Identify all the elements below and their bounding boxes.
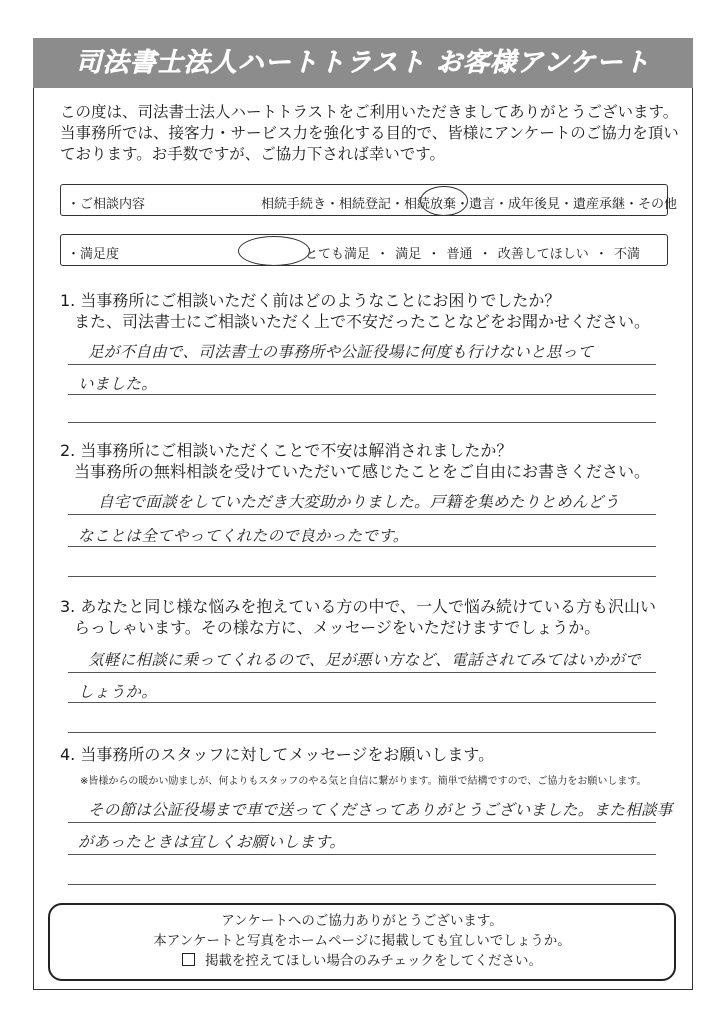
answer-line: [68, 854, 656, 855]
answer-line: [68, 732, 656, 733]
handwritten-answer: 気軽に相談に乗ってくれるので、足が悪い方など、電話されてみてはいかがで: [88, 651, 641, 669]
handwritten-answer: なことは全てやってくれたので良かったです。: [78, 527, 409, 545]
answer-line: [68, 546, 656, 547]
consult-options[interactable]: 相続手続き・相続登記・相続放棄・遺言・成年後見・遺産承継・その他: [261, 197, 678, 212]
answer-line: [68, 364, 656, 365]
consent-label: 掲載を控えてほしい場合のみチェックをしてください。: [204, 953, 543, 969]
answer-line: [68, 394, 656, 395]
checkbox-icon[interactable]: [182, 953, 195, 966]
question-line: 1. 当事務所にご相談いただく前はどのようなことにお困りでしたか？: [60, 291, 561, 310]
thanks-line: 本アンケートと写真をホームページに掲載しても宜しいでしょうか。: [153, 933, 571, 949]
handwritten-answer: しょうか。: [78, 683, 158, 701]
handwritten-answer: いました。: [78, 375, 158, 393]
selected-circle-mark: [420, 186, 468, 216]
answer-line: [68, 514, 656, 515]
question-line: 3. あなたと同じ様な悩みを抱えている方の中で、一人で悩み続けている方も沢山い: [60, 597, 657, 616]
question-line: また、司法書士にご相談いただく上で不安だったことなどをお聞かせください。: [74, 312, 651, 331]
intro-line: 当事務所では、接客力・サービス力を強化する目的で、皆様にアンケートのご協力を頂い: [60, 124, 679, 142]
question-line: 2. 当事務所にご相談いただくことで不安は解消されましたか？: [60, 441, 513, 460]
question-3: [60, 596, 680, 638]
survey-title: 司法書士法人ハートトラスト お客様アンケート: [33, 38, 693, 88]
answer-line: [68, 576, 656, 577]
thanks-line: アンケートへのご協力ありがとうございます。: [221, 913, 503, 929]
handwritten-answer: があったときは宜しくお願いします。: [78, 833, 346, 851]
answer-line: [68, 702, 656, 703]
thanks-box: [48, 903, 676, 981]
question-note: ※皆様からの暖かい励ましが、何よりもスタッフのやる気と自信に繋がります。簡単で結構ですので、ご協力をお願いします。: [80, 776, 647, 787]
answer-line: [68, 884, 656, 885]
answer-line: [68, 672, 656, 673]
selected-circle-mark: [238, 236, 310, 266]
question-line: 当事務所の無料相談を受けていただいて感じたことをご自由にお書きください。: [74, 462, 651, 481]
question-line: 4. 当事務所のスタッフに対してメッセージをお願いします。: [60, 745, 495, 764]
handwritten-answer: その節は公証役場まで車で送ってくださってありがとうございました。また相談事: [88, 801, 673, 819]
satisfaction-box: [60, 234, 668, 266]
consent-row: [50, 951, 674, 971]
answer-line: [68, 422, 656, 423]
question-2: [60, 440, 680, 482]
intro-line: ております。お手数ですが、ご協力下されば幸いです。: [60, 145, 446, 163]
satisfaction-options[interactable]: とても満足 ・ 満足 ・ 普通 ・ 改善してほしい ・ 不満: [305, 247, 641, 262]
question-1: [60, 290, 680, 332]
consult-content-box: [60, 184, 678, 216]
handwritten-answer: 足が不自由で、司法書士の事務所や公証役場に何度も行けないと思って: [88, 343, 594, 361]
satisfaction-label: ・満足度: [67, 247, 120, 262]
intro-text: [60, 102, 680, 165]
answer-line: [68, 822, 656, 823]
question-line: らっしゃいます。その様な方に、メッセージをいただけますでしょうか。: [74, 618, 601, 637]
handwritten-answer: 自宅で面談をしていただき大変助かりました。戸籍を集めたりとめんどう: [98, 493, 620, 511]
intro-line: この度は、司法書士法人ハートトラストをご利用いただきましてありがとうございます。: [60, 103, 679, 121]
question-4: [60, 744, 680, 765]
consult-label: ・ご相談内容: [67, 197, 146, 212]
